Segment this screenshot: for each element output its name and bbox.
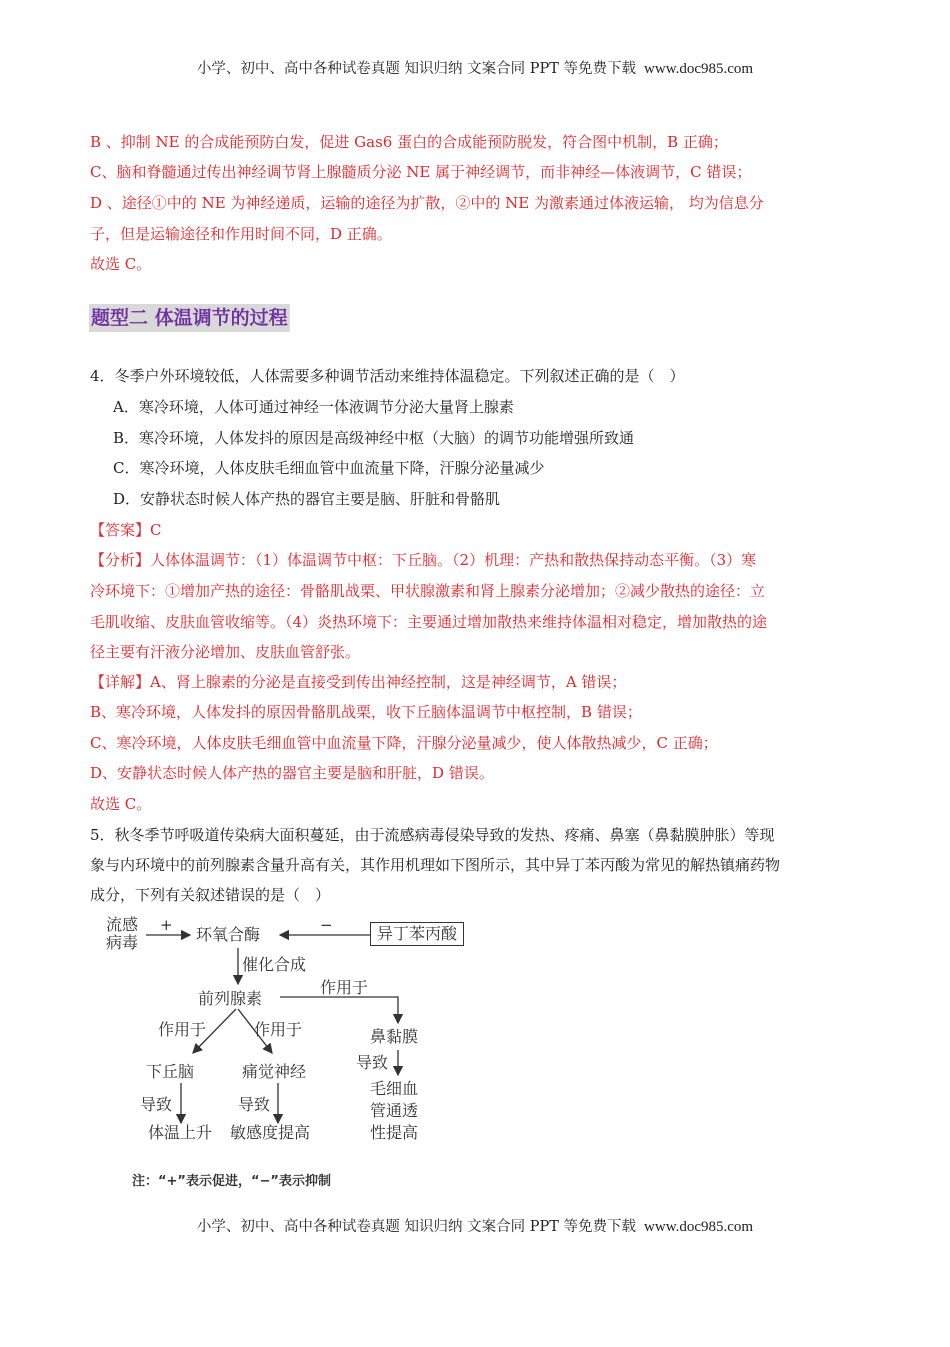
- inhibit-sign: −: [320, 916, 333, 934]
- question-4-detail-line: D、安静状态时候人体产热的器官主要是脑和肝脏，D 错误。: [90, 764, 494, 782]
- footer-url[interactable]: www.doc985.com: [644, 1219, 754, 1235]
- prostaglandin-label: 前列腺素: [198, 989, 263, 1008]
- question-4-stem: 4．冬季户外环境较低，人体需要多种调节活动来维持体温稳定。下列叙述正确的是（ ）: [90, 367, 685, 385]
- question-4-conclusion: 故选 C。: [90, 795, 152, 813]
- question-4-option-a: A．寒冷环境，人体可通过神经一体液调节分泌大量肾上腺素: [113, 398, 514, 416]
- question-4-analysis-line: 【分析】人体体温调节：（1）体温调节中枢：下丘脑。（2）机理：产热和散热保持动态平衡。（3）寒: [90, 551, 757, 569]
- acts-on-label: 作用于: [320, 978, 369, 997]
- explanation-line: D 、途径①中的 NE 为神经递质，运输的途径为扩散，②中的 NE 为激素通过体液运输， 均为信息分: [90, 194, 764, 212]
- question-5-stem-line: 5．秋冬季节呼吸道传染病大面积蔓延，由于流感病毒侵染导致的发热、疼痛、鼻塞（鼻黏膜肿胀）等现: [90, 826, 775, 844]
- leads-to-label: 导致: [356, 1053, 389, 1072]
- virus-label: 流感: [106, 915, 139, 934]
- capillary-label: 性提高: [370, 1123, 419, 1142]
- question-4-detail-line: C、寒冷环境，人体皮肤毛细血管中血流量下降，汗腺分泌量减少，使人体散热减少，C 正确；: [90, 734, 718, 752]
- diagram-arrows: [98, 908, 488, 1198]
- mechanism-diagram: [98, 908, 488, 1198]
- footer-text: 小学、初中、高中各种试卷真题 知识归纳 文案合同 PPT 等免费下载: [196, 1219, 637, 1235]
- pain-nerve-label: 痛觉神经: [242, 1062, 307, 1081]
- header-url[interactable]: www.doc985.com: [644, 61, 754, 77]
- explanation-line: B 、抑制 NE 的合成能预防白发，促进 Gas6 蛋白的合成能预防脱发，符合图中机制，B 正确；: [90, 133, 728, 151]
- sensitivity-label: 敏感度提高: [230, 1123, 311, 1142]
- leads-to-label: 导致: [238, 1095, 271, 1114]
- catalyze-label: 催化合成: [242, 955, 307, 974]
- nasal-mucosa-label: 鼻黏膜: [370, 1027, 419, 1046]
- question-4-analysis-line: 径主要有汗液分泌增加、皮肤血管舒张。: [90, 643, 361, 661]
- header-text: 小学、初中、高中各种试卷真题 知识归纳 文案合同 PPT 等免费下载: [196, 61, 637, 77]
- drug-box: 异丁苯丙酸: [370, 922, 464, 946]
- leads-to-label: 导致: [140, 1095, 173, 1114]
- explanation-line: 子，但是运输途径和作用时间不同，D 正确。: [90, 225, 392, 243]
- capillary-label: 毛细血: [370, 1079, 419, 1098]
- promote-sign: +: [160, 916, 173, 934]
- question-5-stem-line: 象与内环境中的前列腺素含量升高有关，其作用机理如下图所示，其中异丁苯丙酸为常见的解热镇痛药物: [90, 856, 781, 874]
- acts-on-label: 作用于: [254, 1020, 303, 1039]
- explanation-conclusion: 故选 C。: [90, 255, 152, 273]
- question-4-answer: 【答案】C: [90, 521, 162, 539]
- question-5-stem-line: 成分，下列有关叙述错误的是（ ）: [90, 886, 331, 904]
- hypothalamus-label: 下丘脑: [146, 1062, 195, 1081]
- section-title: 题型二 体温调节的过程: [89, 304, 290, 332]
- capillary-label: 管通透: [370, 1101, 419, 1120]
- question-4-detail-line: 【详解】A、肾上腺素的分泌是直接受到传出神经控制，这是神经调节，A 错误；: [90, 673, 627, 691]
- question-4-option-d: D．安静状态时候人体产热的器官主要是脑、肝脏和骨骼肌: [113, 490, 501, 508]
- question-4-option-c: C．寒冷环境，人体皮肤毛细血管中血流量下降，汗腺分泌量减少: [113, 459, 545, 477]
- question-4-analysis-line: 冷环境下：①增加产热的途径：骨骼肌战栗、甲状腺激素和肾上腺素分泌增加；②减少散热的途径：立: [90, 582, 766, 600]
- diagram-note: 注：“+”表示促进，“−”表示抑制: [132, 1174, 331, 1189]
- question-4-option-b: B．寒冷环境，人体发抖的原因是高级神经中枢（大脑）的调节功能增强所致通: [113, 429, 635, 447]
- enzyme-label: 环氧合酶: [196, 925, 261, 944]
- temperature-rise-label: 体温上升: [148, 1123, 213, 1142]
- acts-on-label: 作用于: [158, 1020, 207, 1039]
- question-4-analysis-line: 毛肌收缩、皮肤血管收缩等。（4）炎热环境下：主要通过增加散热来维持体温相对稳定，增加散热的途: [90, 613, 768, 631]
- virus-label: 病毒: [106, 933, 139, 952]
- explanation-line: C、脑和脊髓通过传出神经调节肾上腺髓质分泌 NE 属于神经调节，而非神经—体液调节，C 错误；: [90, 163, 752, 181]
- question-4-detail-line: B、寒冷环境，人体发抖的原因骨骼肌战栗，收下丘脑体温调节中枢控制，B 错误；: [90, 703, 642, 721]
- page-header: [0, 57, 950, 78]
- page-footer: [0, 1215, 950, 1236]
